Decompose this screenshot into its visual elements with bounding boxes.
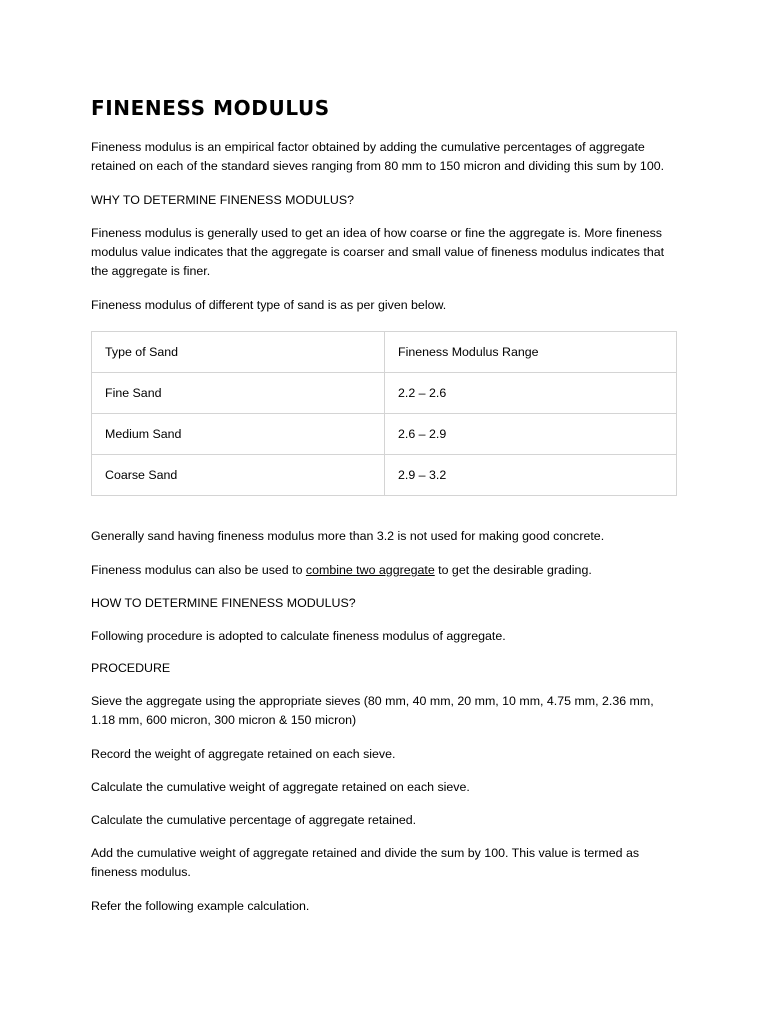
table-cell: 2.2 – 2.6 (385, 373, 677, 414)
combine-prefix: Fineness modulus can also be used to (91, 563, 306, 577)
procedure-step (91, 897, 691, 916)
procedure-heading: PROCEDURE (91, 661, 171, 675)
table-header-row (92, 332, 677, 373)
table-header-cell: Type of Sand (92, 332, 385, 373)
text-line: Add the cumulative weight of aggregate retained and divide the sum by 100. This value is termed as (91, 846, 640, 860)
text-line: the aggregate is finer. (91, 264, 211, 278)
page-title: FINENESS MODULUS (91, 96, 330, 120)
how-heading: HOW TO DETERMINE FINENESS MODULUS? (91, 596, 356, 610)
text-line: Sieve the aggregate using the appropriate sieves (80 mm, 40 mm, 20 mm, 10 mm, 4.75 mm, 2.36 mm, (91, 694, 654, 708)
definition-paragraph (91, 138, 691, 176)
procedure-intro: Following procedure is adopted to calculate fineness modulus of aggregate. (91, 629, 506, 643)
text-line: Refer the following example calculation. (91, 899, 310, 913)
text-line: Fineness modulus is generally used to get an idea of how coarse or fine the aggregate is. More fineness (91, 226, 662, 240)
combine-suffix: to get the desirable grading. (434, 563, 592, 577)
concrete-note: Generally sand having fineness modulus more than 3.2 is not used for making good concrete. (91, 529, 605, 543)
table-header-cell: Fineness Modulus Range (385, 332, 677, 373)
procedure-step (91, 844, 691, 882)
table-cell: 2.9 – 3.2 (385, 455, 677, 496)
text-line: fineness modulus. (91, 865, 191, 879)
procedure-step (91, 745, 691, 764)
text-line: 1.18 mm, 600 micron, 300 micron & 150 micron) (91, 713, 357, 727)
why-heading: WHY TO DETERMINE FINENESS MODULUS? (91, 193, 354, 207)
combine-paragraph (91, 561, 691, 580)
why-paragraph (91, 224, 691, 281)
text-line: Calculate the cumulative percentage of aggregate retained. (91, 813, 417, 827)
text-line: Record the weight of aggregate retained on each sieve. (91, 747, 396, 761)
table-cell: 2.6 – 2.9 (385, 414, 677, 455)
table-cell: Coarse Sand (92, 455, 385, 496)
table-row (92, 414, 677, 455)
sand-fineness-table (91, 331, 677, 496)
table-cell: Fine Sand (92, 373, 385, 414)
table-row (92, 455, 677, 496)
text-line: modulus value indicates that the aggregate is coarser and small value of fineness modulus indicates that (91, 245, 665, 259)
table-intro: Fineness modulus of different type of sand is as per given below. (91, 298, 447, 312)
procedure-step (91, 692, 691, 730)
combine-aggregate-link[interactable]: combine two aggregate (305, 563, 435, 577)
text-line: retained on each of the standard sieves ranging from 80 mm to 150 micron and dividing this sum by 100. (91, 159, 665, 173)
text-line: Calculate the cumulative weight of aggregate retained on each sieve. (91, 780, 470, 794)
table-cell: Medium Sand (92, 414, 385, 455)
procedure-step (91, 778, 691, 797)
procedure-step (91, 811, 691, 830)
text-line: Fineness modulus is an empirical factor obtained by adding the cumulative percentages of aggregate (91, 140, 645, 154)
table-row (92, 373, 677, 414)
